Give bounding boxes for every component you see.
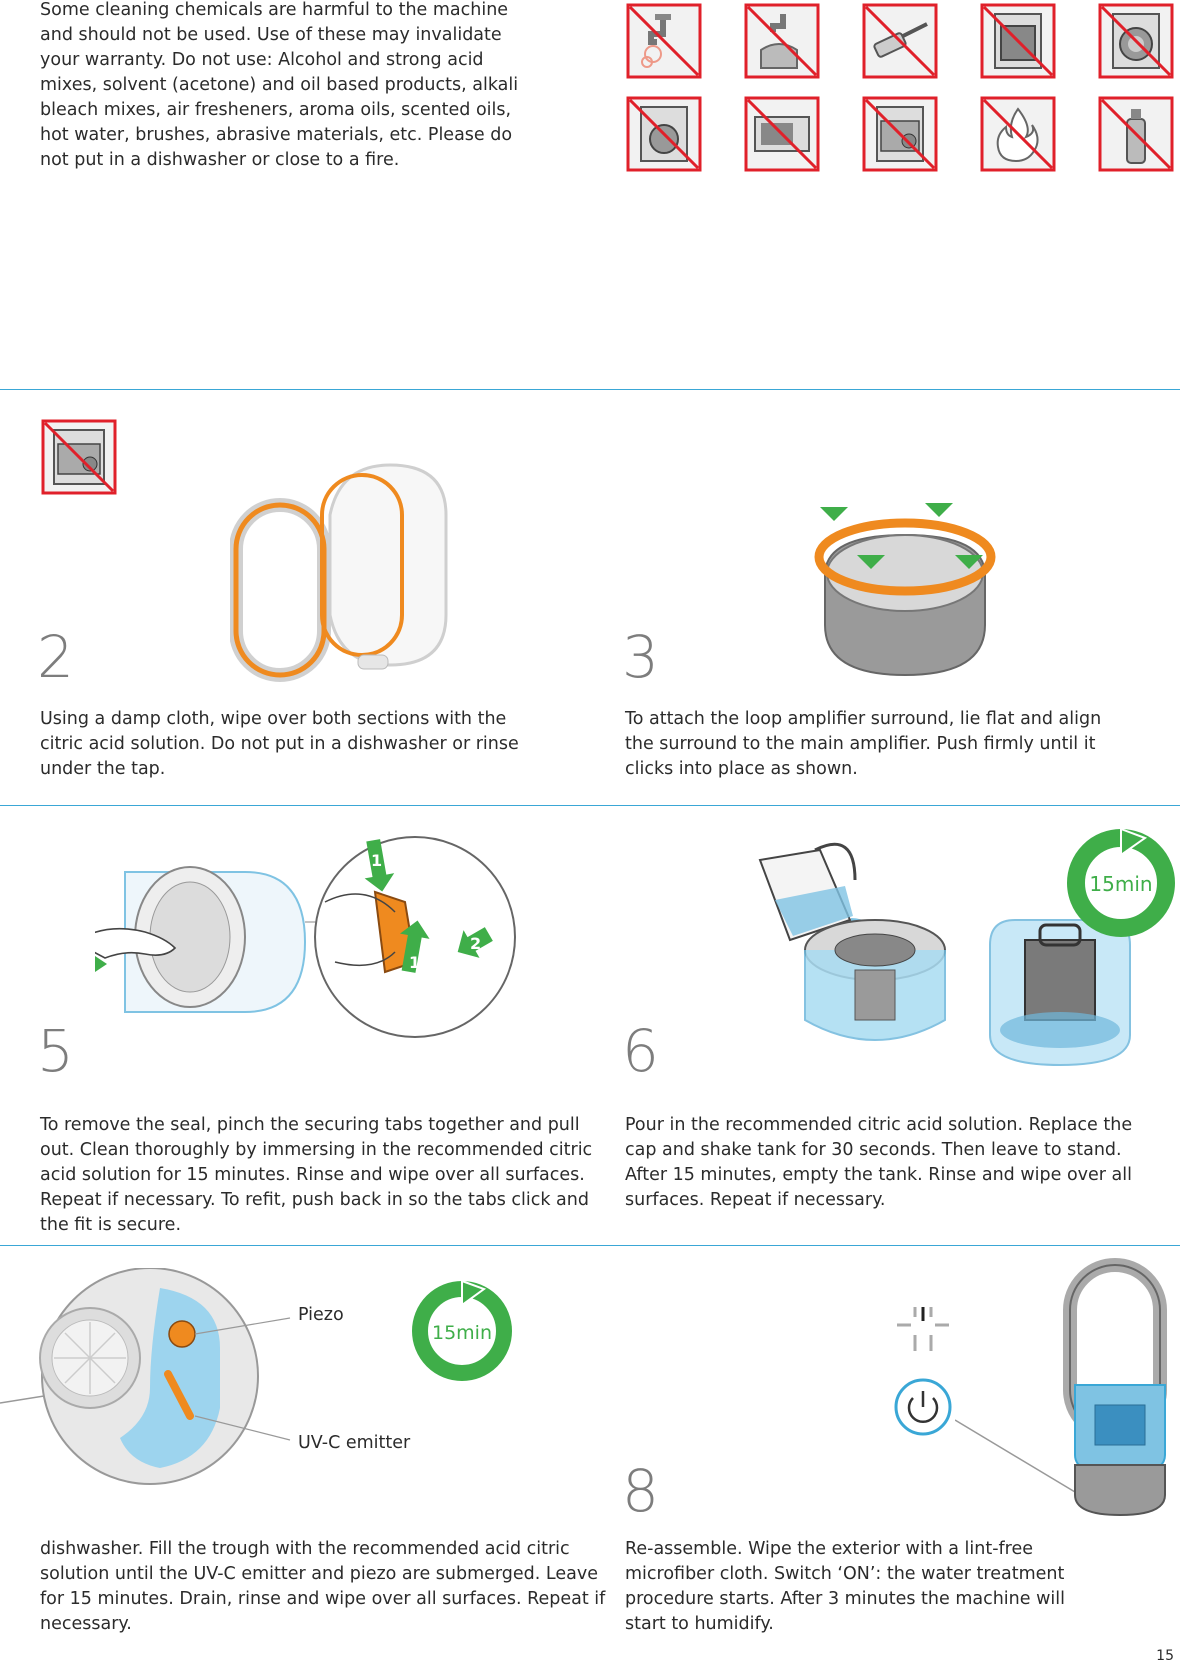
timer-label: 15min [1089, 872, 1153, 896]
no-dishwasher-icon [40, 418, 118, 496]
step-3-text: To attach the loop amplifier surround, lie flat and align the surround to the main amplifier. Push firmly until it clicks into place as shown. [625, 709, 1102, 779]
step-number: 2 [37, 623, 74, 691]
pull-step-one-lower: 1 [409, 953, 421, 972]
step-2-text: Using a damp cloth, wipe over both sections with the citric acid solution. Do not put in a dishwasher or rinse under the tap. [40, 709, 519, 779]
timer-label: 15min [431, 1322, 493, 1344]
section-divider [0, 805, 1180, 806]
timer-15min-icon [408, 1277, 516, 1385]
uvc-piezo-base-illustration [0, 1268, 300, 1488]
section-divider [0, 1245, 1180, 1246]
amplifier-sections-illustration [230, 455, 460, 685]
no-brush-icon [861, 2, 939, 80]
step-8-text: Re-assemble. Wipe the exterior with a lint-free microfiber cloth. Switch ‘ON’: the water treatment procedure starts. After 3 minutes the machine will start to humidify. [625, 1539, 1065, 1634]
section-divider [0, 389, 1180, 390]
pull-step-one: 1 [371, 851, 383, 870]
reassembled-humidifier-illustration [955, 1255, 1180, 1525]
step-number: 3 [622, 623, 659, 691]
no-dryer-icon [1097, 2, 1175, 80]
no-dishwasher-icon [861, 95, 939, 173]
no-hot-tap-icon [625, 2, 703, 80]
page-number: 15 [1156, 1648, 1174, 1664]
step-5-text: To remove the seal, pinch the securing tabs together and pull out. Clean thoroughly by immersing in the recommended citric acid solution for 15 minutes. Rinse and wipe over all surfaces. Repeat if necessary. To refit, push back in so the tabs click and the fit is secure. [40, 1115, 593, 1235]
timer-15min-icon [1063, 825, 1179, 941]
step-number: 6 [622, 1017, 659, 1085]
no-washing-machine-icon [625, 95, 703, 173]
no-fire-icon [979, 95, 1057, 173]
step-6-text: Pour in the recommended citric acid solution. Replace the cap and shake tank for 30 seconds. Then leave to stand. After 15 minutes, empty the tank. Rinse and wipe over all surfaces. Repeat if necessary. [625, 1115, 1133, 1210]
no-tap-rinse-icon [743, 2, 821, 80]
no-oven-icon [979, 2, 1057, 80]
no-microwave-icon [743, 95, 821, 173]
no-spray-icon [1097, 95, 1175, 173]
step-number: 5 [37, 1017, 74, 1085]
pull-step-two: 2 [470, 934, 482, 953]
piezo-callout: Piezo [298, 1305, 344, 1325]
step-7-text: dishwasher. Fill the trough with the recommended acid citric solution until the UV-C emitter and piezo are submerged. Leave for 15 minutes. Drain, rinse and wipe over all surfaces. Repeat if necessary. [40, 1539, 606, 1634]
power-button-icon [893, 1377, 953, 1437]
seal-removal-illustration [95, 832, 525, 1042]
uvc-emitter-callout: UV-C emitter [298, 1433, 411, 1453]
step-number: 8 [622, 1457, 659, 1525]
intro-warning-text: Some cleaning chemicals are harmful to the machine and should not be used. Use of these may invalidate your warranty. Do not use: Alcohol and strong acid mixes, solvent (acetone) and oil based products, alkali bleach mixes, air fresheners, aroma oils, scented oils, hot water, brushes, abrasive materials, etc. Please do not put in a dishwasher or close to a fire. [40, 0, 519, 170]
surround-attach-illustration [805, 495, 1005, 685]
humidify-indicator-icon [895, 1305, 951, 1355]
